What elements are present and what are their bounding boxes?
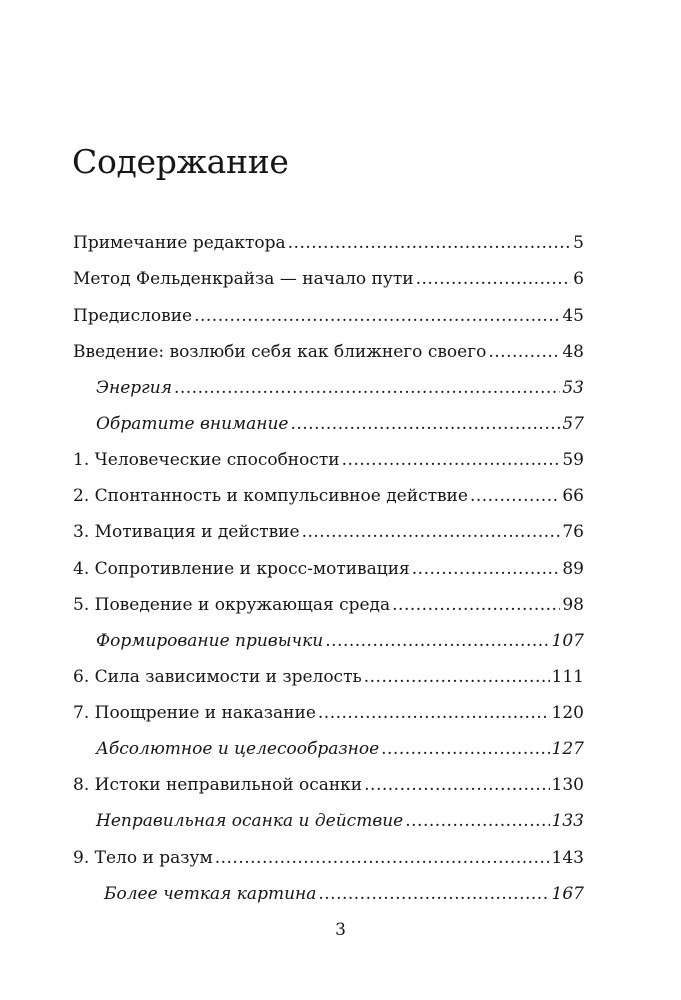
toc-entry-title: Примечание редактора — [73, 233, 286, 253]
dot-leader — [488, 339, 560, 365]
dot-leader — [215, 845, 550, 871]
toc-entry — [73, 700, 584, 726]
toc-entry — [73, 447, 584, 473]
toc-entry-title: Предисловие — [73, 306, 193, 326]
dot-leader — [470, 483, 560, 509]
toc-entry-title: 5. Поведение и окружающая среда — [73, 595, 391, 615]
page-title: Содержание — [72, 142, 289, 181]
toc-entry — [73, 845, 584, 871]
toc-entry-title: 3. Мотивация и действие — [73, 522, 300, 542]
toc-entry-page: 6 — [573, 269, 584, 289]
toc-entry-page: 133 — [551, 811, 584, 831]
toc-entry — [73, 519, 584, 545]
toc-entry-page: 66 — [562, 486, 584, 506]
toc-entry — [73, 230, 584, 256]
dot-leader — [364, 664, 550, 690]
toc-entry-page: 48 — [562, 342, 584, 362]
toc-entry-title: Метод Фельденкрайза — начало пути — [73, 269, 414, 289]
dot-leader — [325, 628, 549, 654]
toc-entry-title: 8. Истоки неправильной осанки — [73, 775, 363, 795]
dot-leader — [342, 447, 561, 473]
toc-entry-page: 130 — [551, 775, 584, 795]
dot-leader — [174, 375, 560, 401]
dot-leader — [194, 303, 560, 329]
toc-entry-page: 98 — [562, 595, 584, 615]
toc-entry-page: 53 — [562, 378, 584, 398]
toc-entry — [73, 339, 584, 365]
toc-entry — [73, 772, 584, 798]
toc-entry-page: 111 — [551, 667, 584, 687]
toc-subentry — [96, 808, 584, 834]
toc-subentry — [96, 375, 584, 401]
toc-entry-page: 120 — [551, 703, 584, 723]
toc-entry-page: 45 — [562, 306, 584, 326]
toc-entry-title: Обратите внимание — [96, 414, 289, 434]
dot-leader — [416, 266, 572, 292]
toc-entry — [73, 664, 584, 690]
toc-entry-title: Более четкая картина — [104, 884, 317, 904]
dot-leader — [392, 592, 560, 618]
toc-entry-page: 107 — [551, 631, 584, 651]
toc-entry-page: 143 — [551, 848, 584, 868]
dot-leader — [318, 700, 550, 726]
toc-entry-page: 127 — [551, 739, 584, 759]
toc-subentry — [96, 736, 584, 762]
toc-entry-page: 59 — [562, 450, 584, 470]
toc-entry-title: 6. Сила зависимости и зрелость — [73, 667, 362, 687]
toc-entry-title: 9. Тело и разум — [73, 848, 213, 868]
toc-entry-page: 89 — [562, 559, 584, 579]
dot-leader — [381, 736, 549, 762]
dot-leader — [290, 411, 560, 437]
dot-leader — [412, 556, 561, 582]
toc-entry-title: Введение: возлюби себя как ближнего своего — [73, 342, 487, 362]
dot-leader — [302, 519, 561, 545]
toc-entry-title: 7. Поощрение и наказание — [73, 703, 316, 723]
toc-subentry — [96, 411, 584, 437]
toc-subentry — [104, 881, 584, 907]
toc-entry-page: 167 — [551, 884, 584, 904]
toc-entry-title: 4. Сопротивление и кросс-мотивация — [73, 559, 410, 579]
dot-leader — [288, 230, 572, 256]
toc-subentry — [96, 628, 584, 654]
dot-leader — [364, 772, 549, 798]
toc-entry-title: Энергия — [96, 378, 172, 398]
dot-leader — [318, 881, 549, 907]
toc-entry — [73, 556, 584, 582]
toc-entry-title: 2. Спонтанность и компульсивное действие — [73, 486, 468, 506]
page-number: 3 — [335, 920, 346, 940]
toc-entry — [73, 483, 584, 509]
dot-leader — [405, 808, 549, 834]
toc-entry-title: Абсолютное и целесообразное — [96, 739, 380, 759]
toc-entry-page: 57 — [562, 414, 584, 434]
toc-entry-title: Формирование привычки — [96, 631, 324, 651]
toc-entry — [73, 266, 584, 292]
toc-entry-page: 76 — [562, 522, 584, 542]
toc-entry-page: 5 — [573, 233, 584, 253]
toc-entry-title: Неправильная осанка и действие — [96, 811, 404, 831]
toc-entry — [73, 303, 584, 329]
toc-entry-title: 1. Человеческие способности — [73, 450, 340, 470]
toc-entry — [73, 592, 584, 618]
